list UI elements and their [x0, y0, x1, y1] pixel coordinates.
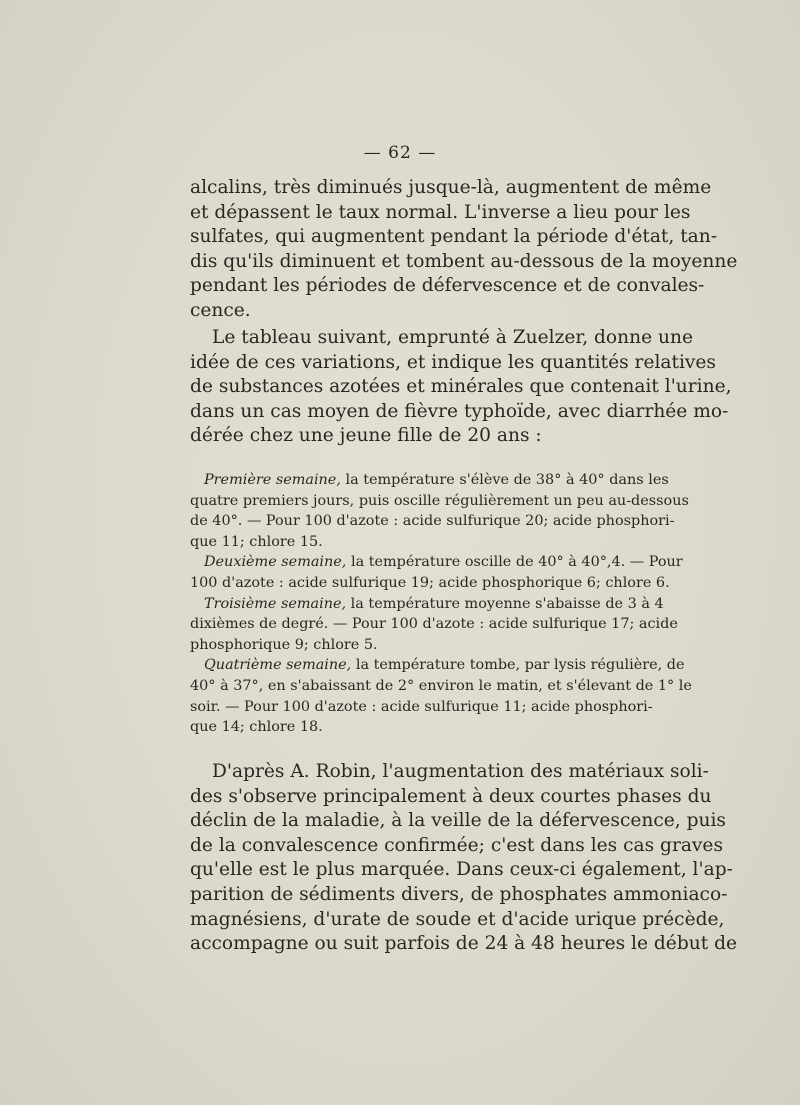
week-1-note [190, 470, 689, 552]
table-notes [190, 470, 692, 738]
text-line: Quatrième semaine, la température tombe, par lysis régulière, de [204, 657, 685, 674]
text-line: cence. [190, 299, 251, 321]
text-line: de substances azotées et minérales que contenait l'urine, [190, 376, 732, 398]
text-line: dixièmes de degré. — Pour 100 d'azote : acide sulfurique 17; acide [190, 616, 678, 633]
text-line: sulfates, qui augmentent pendant la période d'état, tan- [190, 226, 718, 248]
text-line: dis qu'ils diminuent et tombent au-dessous de la moyenne [190, 250, 738, 272]
text-line: Deuxième semaine, la température oscille de 40° à 40°,4. — Pour [204, 554, 683, 571]
text-line: de la convalescence confirmée; c'est dans les cas graves [190, 834, 723, 856]
text-line: idée de ces variations, et indique les quantités relatives [190, 351, 716, 373]
week-heading: Quatrième semaine, [204, 657, 352, 674]
text-line: quatre premiers jours, puis oscille régulièrement un peu au-dessous [190, 492, 689, 509]
text-line: phosphorique 9; chlore 5. [190, 636, 378, 653]
text-line: soir. — Pour 100 d'azote : acide sulfurique 11; acide phosphori- [190, 698, 653, 715]
text-line: magnésiens, d'urate de soude et d'acide urique précède, [190, 908, 725, 930]
text-line: D'après A. Robin, l'augmentation des matériaux soli- [212, 761, 709, 782]
text-line: 100 d'azote : acide sulfurique 19; acide phosphorique 6; chlore 6. [190, 574, 670, 591]
text-line: des s'observe principalement à deux courtes phases du [190, 785, 712, 807]
paragraph-3 [190, 760, 737, 957]
text-line: dérée chez une jeune fille de 20 ans : [190, 425, 542, 447]
text-line: accompagne ou suit parfois de 24 à 48 heures le début de [190, 933, 737, 955]
text-line: que 14; chlore 18. [190, 719, 323, 736]
week-heading: Deuxième semaine, [204, 554, 347, 571]
week-heading: Première semaine, [204, 472, 341, 488]
week-heading: Troisième semaine, [204, 595, 347, 612]
text-line: dans un cas moyen de fièvre typhoïde, avec diarrhée mo- [190, 400, 729, 422]
text-line: pendant les périodes de défervescence et de convales- [190, 275, 705, 297]
week-3-note [190, 594, 678, 656]
text-line: que 11; chlore 15. [190, 533, 323, 550]
text-line: 40° à 37°, en s'abaissant de 2° environ le matin, et s'élevant de 1° le [190, 677, 692, 694]
text-line: de 40°. — Pour 100 d'azote : acide sulfurique 20; acide phosphori- [190, 513, 675, 530]
text-line: alcalins, très diminués jusque-là, augmentent de même [190, 177, 712, 198]
text-line: Troisième semaine, la température moyenne s'abaisse de 3 à 4 [204, 595, 664, 612]
text-line: Le tableau suivant, emprunté à Zuelzer, donne une [212, 327, 693, 348]
week-4-note [190, 655, 692, 737]
paragraph-2 [190, 326, 732, 449]
text-line: qu'elle est le plus marquée. Dans ceux-ci également, l'ap- [190, 859, 733, 881]
text-line: déclin de la maladie, à la veille de la défervescence, puis [190, 810, 726, 832]
paragraph-1 [190, 176, 738, 324]
text-line: Première semaine, la température s'élève de 38° à 40° dans les [204, 472, 669, 488]
page-number: — 62 — [363, 143, 437, 163]
week-2-note [190, 552, 683, 593]
text-line: et dépassent le taux normal. L'inverse a lieu pour les [190, 201, 691, 223]
text-line: parition de sédiments divers, de phosphates ammoniaco- [190, 883, 728, 905]
